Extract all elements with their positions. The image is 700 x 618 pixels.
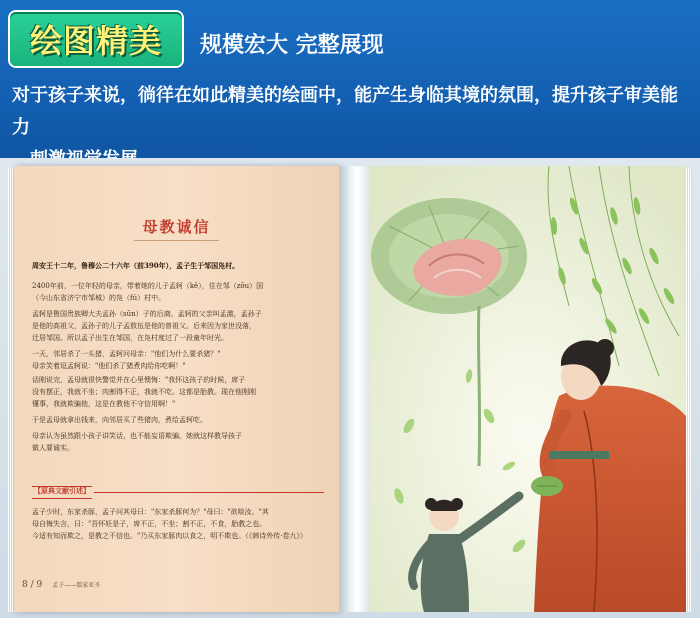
paragraph-line: 懂事，我就欺骗他，这是在教他不守信用啊！" — [32, 400, 176, 408]
right-page-illustration — [369, 166, 686, 612]
reference-line: 今适有知而欺之，是教之不信也。"乃买东家豚肉以食之，明不欺也。（《韩诗外传·卷九》） — [32, 532, 307, 540]
paragraph-line: 话刚说完，孟母就很快警觉并在心里懊悔："我怀这孩子的时候，席子 — [32, 376, 246, 384]
reference-label: 【原典文献引述】 — [34, 487, 90, 495]
paragraph-line: 做人要诚实。 — [32, 444, 74, 452]
page-footer — [22, 580, 100, 590]
paragraph-line: 于是孟母就拿出钱来，向邻居买了些猪肉，煮给孟轲吃。 — [32, 416, 207, 424]
paragraph-line: 是他的高祖父，孟孙子的儿子孟敖伍是他的曾祖父。后来因为家世没落， — [32, 322, 256, 330]
mother-child-illustration — [369, 166, 686, 612]
paragraph-line: 没有摆正，我就不坐；肉割得不正，我就不吃。这都是胎教。现在他刚刚 — [32, 388, 256, 396]
reference-line: 母自悔失言，曰："吾怀妊是子，席不正，不坐；割不正，不食，胎教之也。 — [32, 520, 267, 528]
feature-badge — [10, 12, 182, 66]
leaf-bundle — [531, 476, 563, 496]
promo-banner — [0, 0, 700, 158]
paragraph-line: 迁居邹国。所以孟子出生在邹国，在凫村度过了一段童年时光。 — [32, 334, 228, 342]
book-spread — [0, 158, 700, 618]
reference-line: 孟子少时，东家杀豚，孟子问其母曰："东家杀豚何为？"母曰："欲啖汝。"其 — [32, 508, 269, 516]
book-gutter — [339, 166, 369, 612]
feature-badge-label: 绘图精美 — [29, 22, 162, 60]
chapter-title-rule — [134, 240, 219, 241]
paragraph-intro: 周安王十二年，鲁穆公二十六年（前390年），孟子生于邹国凫村。 — [32, 261, 240, 270]
paragraph-line: 一天，邻居杀了一头猪，孟轲问母亲："他们为什么要杀猪？" — [32, 350, 221, 358]
tagline: 规模宏大 完整展现 — [200, 33, 384, 58]
description-line-1: 对于孩子来说，徜徉在如此精美的绘画中，能产生身临其境的氛围，提升孩子审美能力 — [12, 85, 678, 138]
page-numbers: 8 / 9 — [22, 580, 43, 590]
reference-rule — [94, 492, 324, 493]
paragraph-line: 母亲笑着逗孟轲说："他们杀了猪煮肉给你吃啊！" — [32, 362, 186, 370]
left-page — [14, 166, 339, 612]
running-title: 孟子——儒家亚圣 — [52, 582, 101, 589]
paragraph-line: 孟轲是鲁国贵族卿大夫孟孙（sūn）子的后裔。孟轲的父亲叫孟激，孟孙子 — [32, 310, 262, 318]
paragraph-line: （今山东省济宁市邹城）的凫（fú）村中。 — [32, 294, 166, 302]
paragraph-line: 2400年前，一位年轻的母亲，带着她的儿子孟轲（kē），住在邹（zōu）国 — [32, 282, 264, 290]
page-stack-right — [686, 168, 692, 612]
paragraph-line: 母亲认为虽然跟小孩子讲笑话，也不能妄语欺骗。她就这样教导孩子 — [32, 432, 242, 440]
chapter-title: 母教诚信 — [142, 218, 211, 236]
